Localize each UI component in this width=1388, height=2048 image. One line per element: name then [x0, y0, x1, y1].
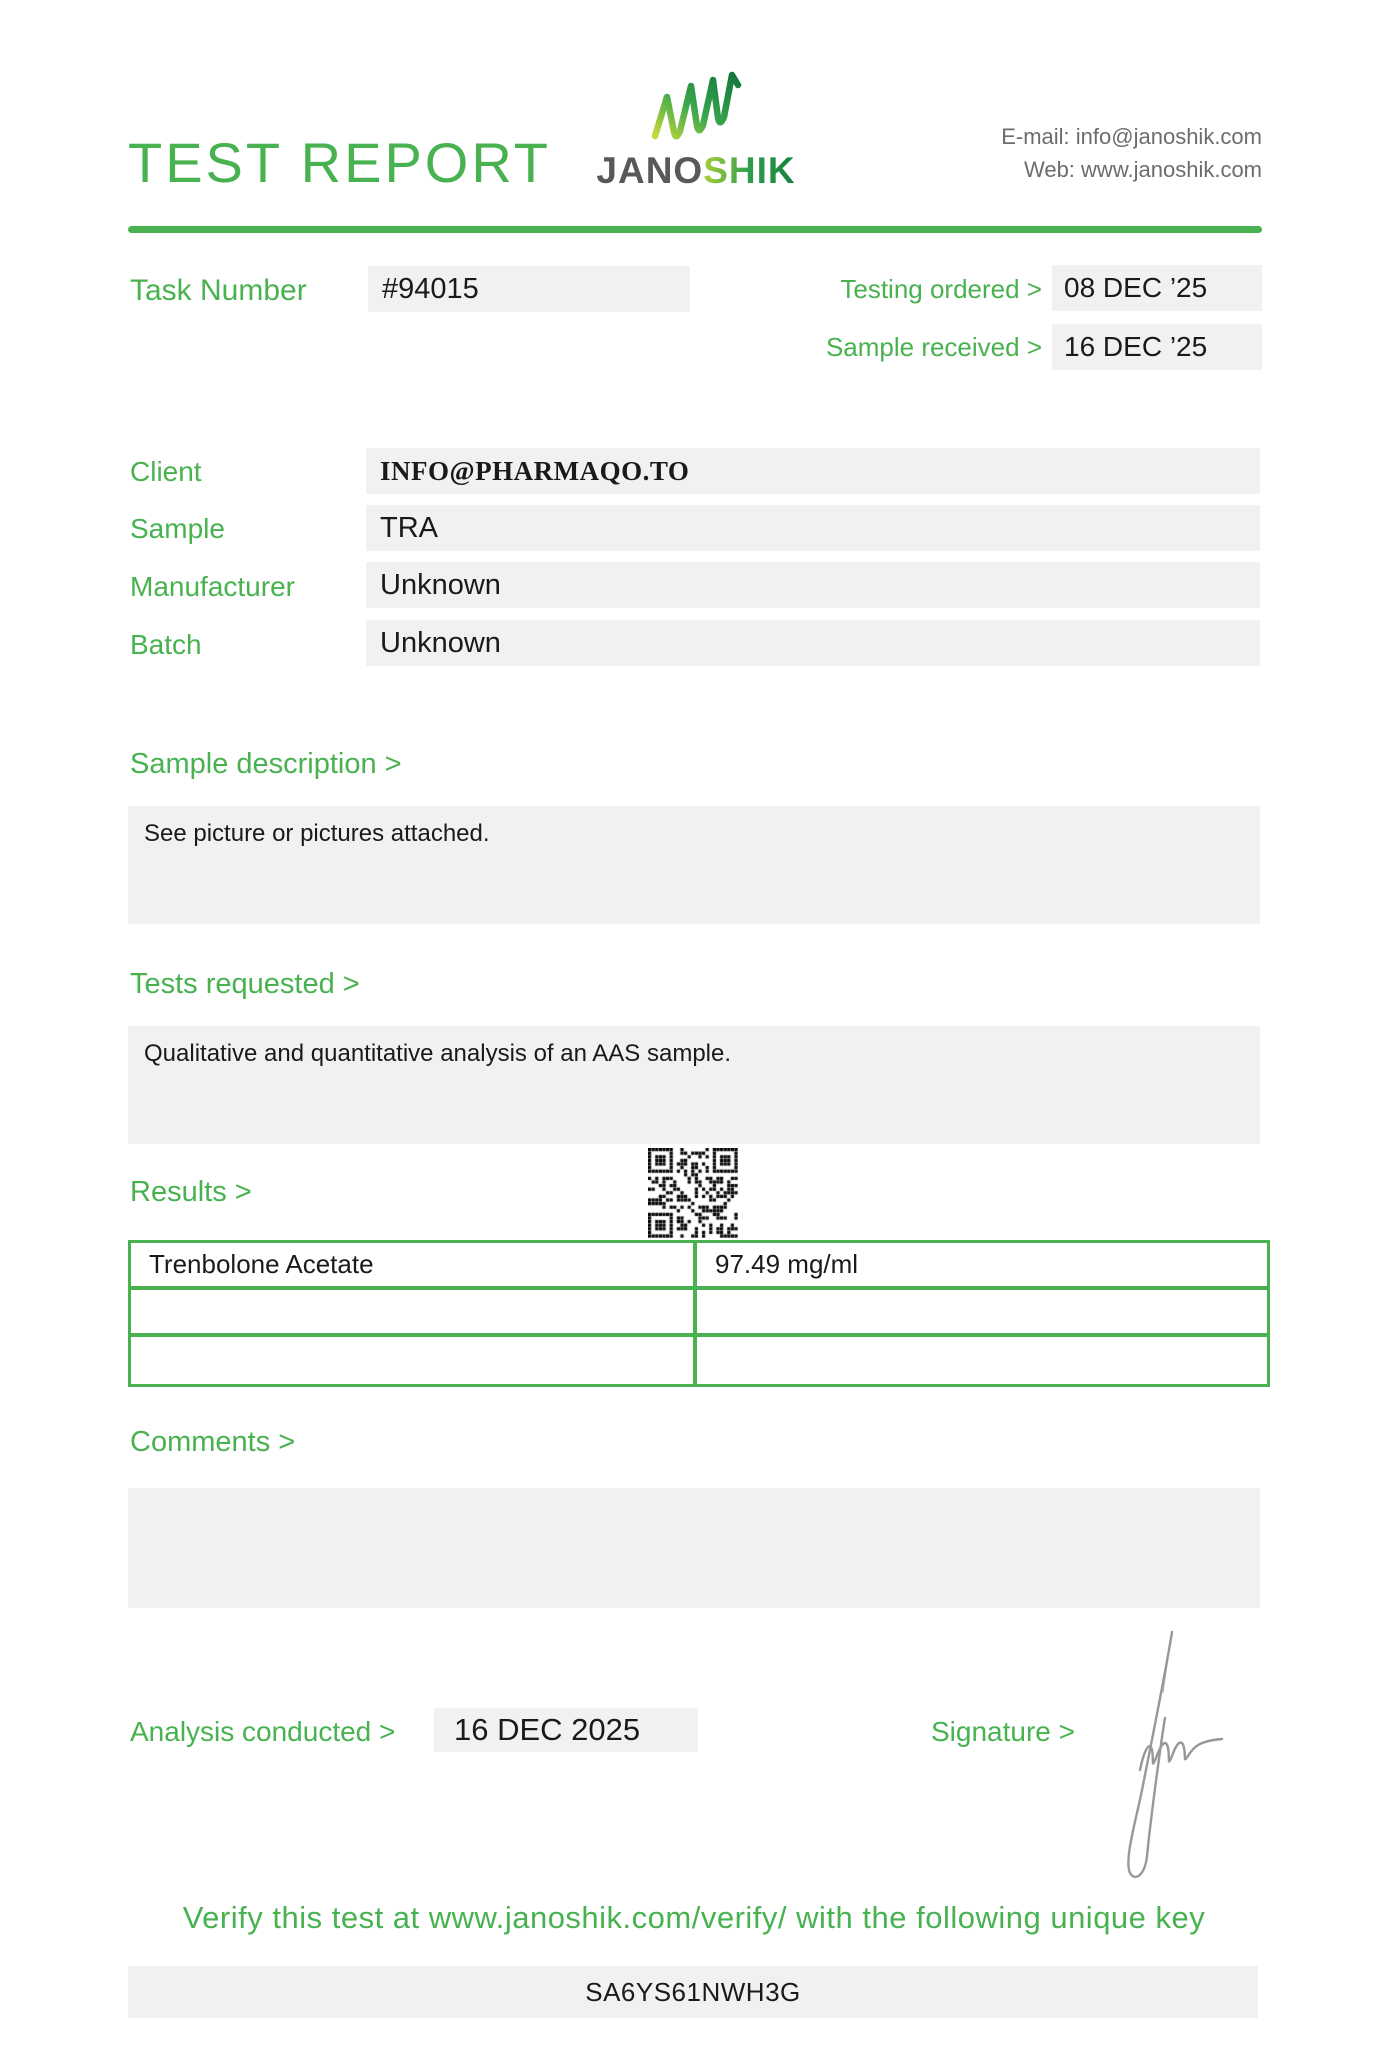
- sample-received-field: [1052, 324, 1262, 370]
- unique-key-bar: [128, 1966, 1258, 2018]
- email-label: E-mail:: [1001, 124, 1070, 149]
- result-substance: [131, 1290, 697, 1333]
- qr-code: [648, 1148, 738, 1238]
- tests-requested-text: Qualitative and quantitative analysis of an AAS sample.: [144, 1040, 732, 1067]
- result-value: 97.49 mg/ml: [715, 1249, 859, 1279]
- header-divider: [128, 226, 1262, 233]
- janoshik-logo: [596, 150, 795, 192]
- testing-ordered-value: 08 DEC ’25: [1064, 272, 1208, 303]
- task-number-value: #94015: [382, 272, 479, 305]
- unique-key-value: SA6YS61NWH3G: [585, 1976, 801, 2007]
- sample-description-box: [128, 806, 1260, 924]
- sample-value: TRA: [380, 511, 438, 544]
- verify-instruction: Verify this test at www.janoshik.com/verify/ with the following unique key: [182, 1900, 1206, 1935]
- signature-label: Signature >: [931, 1716, 1075, 1747]
- client-field: [366, 448, 1260, 494]
- contact-email-line: [1001, 120, 1262, 153]
- result-value: [697, 1290, 1267, 1333]
- table-row: [131, 1337, 1267, 1384]
- analysis-conducted-field: [434, 1708, 698, 1752]
- comments-box: [128, 1488, 1260, 1608]
- signature: [1100, 1620, 1230, 1890]
- logo-suffix: SHIK: [703, 150, 796, 191]
- sample-received-value: 16 DEC ’25: [1064, 331, 1208, 362]
- result-value: [697, 1337, 1267, 1384]
- logo-prefix: JANO: [596, 150, 704, 191]
- contact-web-line: [1001, 153, 1262, 186]
- logo-chart-icon: [650, 66, 742, 152]
- testing-ordered-field: [1052, 265, 1262, 311]
- sample-description-label: Sample description >: [130, 748, 402, 780]
- analysis-conducted-label: Analysis conducted >: [130, 1716, 396, 1747]
- contact-info: [1001, 120, 1262, 186]
- batch-value: Unknown: [380, 626, 501, 659]
- client-value: INFO@PHARMAQO.TO: [380, 455, 690, 486]
- sample-field: [366, 505, 1260, 551]
- comments-label: Comments >: [130, 1426, 296, 1458]
- sample-label: Sample: [130, 513, 225, 544]
- tests-requested-label: Tests requested >: [130, 968, 360, 1000]
- email-value: info@janoshik.com: [1075, 124, 1262, 149]
- manufacturer-value: Unknown: [380, 568, 501, 601]
- manufacturer-label: Manufacturer: [130, 571, 295, 602]
- batch-label: Batch: [130, 629, 202, 660]
- result-substance: Trenbolone Acetate: [131, 1243, 697, 1286]
- results-table: [128, 1240, 1270, 1387]
- analysis-conducted-value: 16 DEC 2025: [454, 1712, 641, 1747]
- manufacturer-field: [366, 562, 1260, 608]
- page-title: TEST REPORT: [128, 131, 552, 194]
- task-number-field: [368, 266, 690, 312]
- testing-ordered-label: Testing ordered >: [840, 274, 1042, 304]
- tests-requested-box: [128, 1026, 1260, 1144]
- sample-description-text: See picture or pictures attached.: [144, 820, 490, 847]
- client-label: Client: [130, 456, 202, 487]
- sample-received-label: Sample received >: [825, 332, 1042, 362]
- table-row: [131, 1290, 1267, 1337]
- results-label: Results >: [130, 1176, 252, 1208]
- table-row: [131, 1243, 1267, 1290]
- batch-field: [366, 620, 1260, 666]
- task-number-label: Task Number: [130, 274, 307, 307]
- web-value: www.janoshik.com: [1081, 157, 1262, 182]
- web-label: Web:: [1023, 157, 1075, 182]
- result-substance: [131, 1337, 697, 1384]
